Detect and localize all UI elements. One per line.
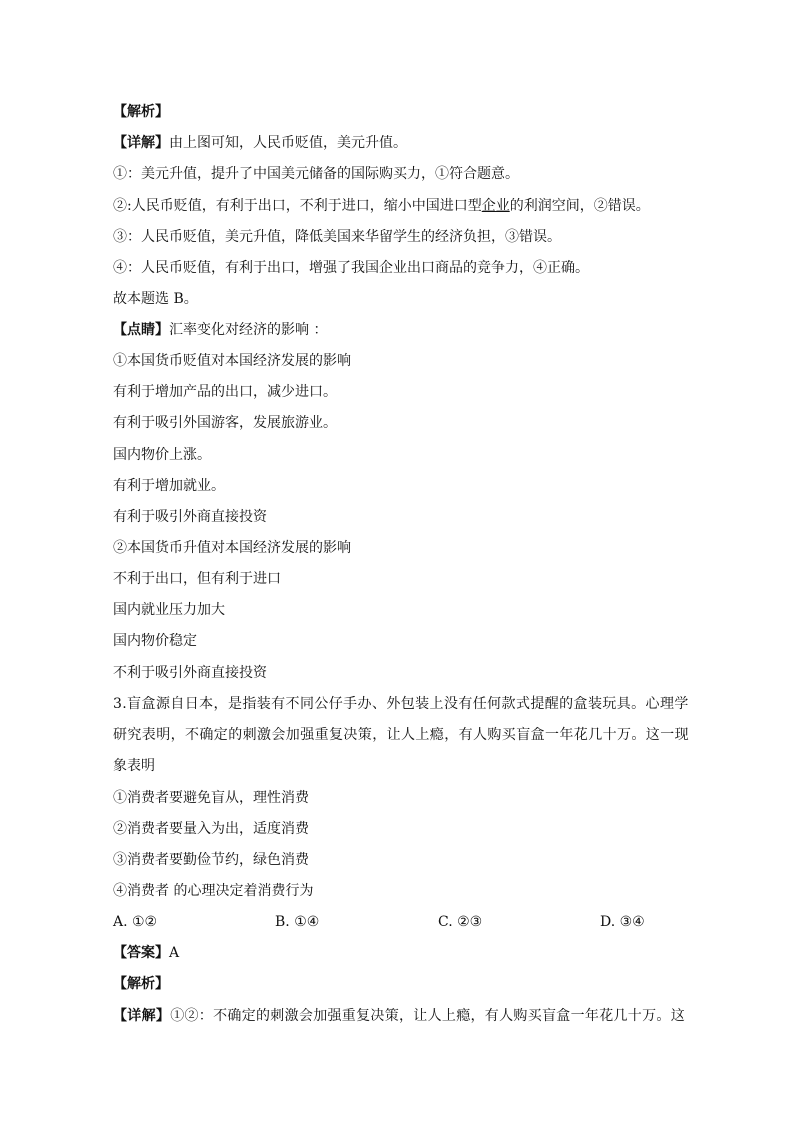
point-1-line-1: 有利于增加产品的出口，减少进口。 [113, 384, 337, 400]
question-3-line-2: 研究表明，不确定的刺激会加强重复决策，让人上瘾，有人购买盲盒一年花几十万。这一现 [113, 727, 689, 743]
point-1-line-2: 有利于吸引外国游客，发展旅游业。 [113, 415, 337, 431]
point-2-title: ②本国货币升值对本国经济发展的影响 [113, 540, 351, 556]
question-3-line-3: 象表明 [113, 758, 155, 774]
point-2-line-4: 不利于吸引外商直接投资 [113, 665, 267, 681]
answer-value: A [169, 945, 180, 961]
option-a: A. ①② [113, 914, 158, 930]
point-2-line-1: 不利于出口，但有利于进口 [113, 571, 281, 587]
answer-choice-line: 故本题选 B。 [113, 291, 198, 307]
analysis-item-1: ①：美元升值，提升了中国美元储备的国际购买力，①符合题意。 [113, 166, 519, 182]
analysis-heading-2: 【解析】 [113, 976, 169, 992]
detail-text: 由上图可知，人民币贬值，美元升值。 [169, 135, 407, 151]
analysis-item-2 [113, 196, 650, 216]
dianjing-line [113, 320, 327, 340]
option-b: B. ①④ [275, 914, 320, 930]
point-1-line-3: 国内物价上涨。 [113, 447, 211, 463]
option-c: C. ②③ [438, 914, 483, 930]
statement-2: ②消费者要量入为出，适度消费 [113, 821, 309, 837]
answer-line [113, 943, 179, 963]
point-1-line-4: 有利于增加就业。 [113, 478, 225, 494]
analysis-item-4: ④：人民币贬值，有利于出口，增强了我国企业出口商品的竞争力，④正确。 [113, 260, 589, 276]
answer-tag: 【答案】 [113, 945, 169, 961]
point-1-line-5: 有利于吸引外商直接投资 [113, 509, 267, 525]
detail-line-2 [113, 1006, 685, 1026]
point-2-line-2: 国内就业压力加大 [113, 602, 225, 618]
statement-1: ①消费者要避免盲从，理性消费 [113, 790, 309, 806]
analysis-item-2-part-a: ②:人民币贬值，有利于出口，不利于进口，缩小中国进口型 [113, 198, 482, 214]
analysis-heading: 【解析】 [113, 104, 169, 120]
analysis-item-3: ③：人民币贬值，美元升值，降低美国来华留学生的经济负担，③错误。 [113, 229, 561, 245]
detail-line [113, 133, 407, 153]
detail-tag-2: 【详解】 [113, 1008, 171, 1024]
statement-4: ④消费者 的心理决定着消费行为 [113, 883, 314, 899]
dianjing-text: 汇率变化对经济的影响 ： [169, 322, 328, 338]
statement-3: ③消费者要勤俭节约，绿色消费 [113, 852, 309, 868]
detail-tag: 【详解】 [113, 135, 169, 151]
dianjing-tag: 【点睛】 [113, 322, 169, 338]
point-1-title: ①本国货币贬值对本国经济发展的影响 [113, 353, 351, 369]
point-2-line-3: 国内物价稳定 [113, 633, 197, 649]
analysis-item-2-part-c: 的利润空间，②错误。 [509, 198, 650, 214]
option-d: D. ③④ [600, 914, 645, 930]
question-3-line-1: 3.盲盒源自日本，是指装有不同公仔手办、外包装上没有任何款式提醒的盒装玩具。心理学 [113, 696, 689, 712]
detail-text-2: ①②：不确定的刺激会加强重复决策，让人上瘾，有人购买盲盒一年花几十万。这 [170, 1008, 686, 1024]
analysis-item-2-underlined: 企业 [481, 198, 510, 214]
